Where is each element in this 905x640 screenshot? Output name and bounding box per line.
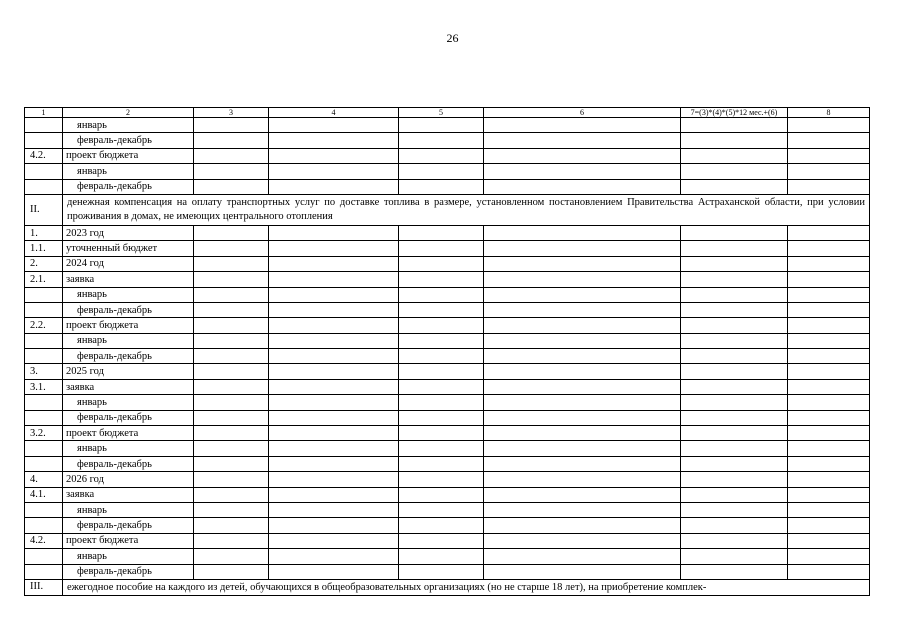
value-cell: [399, 518, 484, 533]
value-cell: [194, 349, 269, 364]
value-cell: [484, 379, 681, 394]
value-cell: [484, 364, 681, 379]
row-label: заявка: [63, 487, 194, 502]
value-cell: [681, 302, 788, 317]
header-cell: 6: [484, 108, 681, 118]
value-cell: [484, 549, 681, 564]
budget-table: [24, 107, 870, 596]
table-row: [25, 148, 870, 163]
table-row: [25, 533, 870, 548]
value-cell: [269, 502, 399, 517]
value-cell: [484, 410, 681, 425]
row-label: январь: [63, 164, 194, 179]
row-label: февраль-декабрь: [63, 133, 194, 148]
value-cell: [269, 164, 399, 179]
value-cell: [484, 487, 681, 502]
value-cell: [194, 410, 269, 425]
value-cell: [788, 364, 870, 379]
value-cell: [484, 287, 681, 302]
row-label: проект бюджета: [63, 426, 194, 441]
section-row: [25, 579, 870, 596]
value-cell: [788, 379, 870, 394]
header-cell: 3: [194, 108, 269, 118]
value-cell: [681, 333, 788, 348]
header-cell: 2: [63, 108, 194, 118]
row-label: январь: [63, 118, 194, 133]
header-cell: 4: [269, 108, 399, 118]
value-cell: [484, 302, 681, 317]
row-number: [25, 133, 63, 148]
value-cell: [399, 148, 484, 163]
value-cell: [269, 241, 399, 256]
value-cell: [788, 426, 870, 441]
value-cell: [399, 426, 484, 441]
value-cell: [681, 318, 788, 333]
row-label: январь: [63, 549, 194, 564]
header-cell: 7=(3)*(4)*(5)*12 мес.+(6): [681, 108, 788, 118]
value-cell: [484, 241, 681, 256]
value-cell: [194, 179, 269, 194]
value-cell: [269, 179, 399, 194]
row-number: [25, 502, 63, 517]
value-cell: [681, 272, 788, 287]
value-cell: [269, 441, 399, 456]
value-cell: [399, 333, 484, 348]
value-cell: [681, 472, 788, 487]
row-label: февраль-декабрь: [63, 302, 194, 317]
value-cell: [681, 518, 788, 533]
table-row: [25, 256, 870, 271]
value-cell: [484, 148, 681, 163]
value-cell: [399, 164, 484, 179]
row-label: январь: [63, 395, 194, 410]
row-label: заявка: [63, 379, 194, 394]
row-number: [25, 349, 63, 364]
value-cell: [194, 133, 269, 148]
value-cell: [484, 225, 681, 240]
table-row: [25, 118, 870, 133]
value-cell: [399, 318, 484, 333]
table-row: [25, 410, 870, 425]
value-cell: [194, 302, 269, 317]
value-cell: [269, 148, 399, 163]
value-cell: [399, 487, 484, 502]
row-number: 3.: [25, 364, 63, 379]
section-row: [25, 194, 870, 225]
row-number: 1.: [25, 225, 63, 240]
value-cell: [269, 549, 399, 564]
table-row: [25, 179, 870, 194]
table-row: [25, 241, 870, 256]
row-label: январь: [63, 287, 194, 302]
value-cell: [269, 395, 399, 410]
header-cell: 1: [25, 108, 63, 118]
value-cell: [788, 502, 870, 517]
value-cell: [269, 487, 399, 502]
row-label: февраль-декабрь: [63, 564, 194, 579]
row-number: [25, 118, 63, 133]
value-cell: [484, 164, 681, 179]
value-cell: [484, 533, 681, 548]
table-row: [25, 379, 870, 394]
value-cell: [681, 487, 788, 502]
value-cell: [788, 179, 870, 194]
table-row: [25, 487, 870, 502]
value-cell: [681, 179, 788, 194]
value-cell: [194, 333, 269, 348]
value-cell: [788, 333, 870, 348]
value-cell: [788, 148, 870, 163]
value-cell: [681, 148, 788, 163]
value-cell: [788, 518, 870, 533]
value-cell: [194, 441, 269, 456]
value-cell: [681, 395, 788, 410]
value-cell: [269, 533, 399, 548]
value-cell: [194, 533, 269, 548]
value-cell: [194, 225, 269, 240]
value-cell: [194, 549, 269, 564]
value-cell: [399, 302, 484, 317]
row-label: февраль-декабрь: [63, 456, 194, 471]
value-cell: [399, 549, 484, 564]
value-cell: [788, 318, 870, 333]
value-cell: [484, 518, 681, 533]
row-number: [25, 518, 63, 533]
row-label: уточненный бюджет: [63, 241, 194, 256]
value-cell: [681, 564, 788, 579]
value-cell: [681, 426, 788, 441]
value-cell: [194, 472, 269, 487]
value-cell: [399, 533, 484, 548]
value-cell: [681, 118, 788, 133]
value-cell: [788, 549, 870, 564]
table-row: [25, 441, 870, 456]
value-cell: [269, 456, 399, 471]
value-cell: [269, 379, 399, 394]
table-row: [25, 287, 870, 302]
row-label: февраль-декабрь: [63, 179, 194, 194]
value-cell: [399, 349, 484, 364]
table-row: [25, 472, 870, 487]
value-cell: [788, 487, 870, 502]
row-number: 4.2.: [25, 533, 63, 548]
row-number: [25, 287, 63, 302]
value-cell: [681, 502, 788, 517]
value-cell: [399, 287, 484, 302]
value-cell: [681, 133, 788, 148]
header-row: [25, 108, 870, 118]
value-cell: [681, 287, 788, 302]
value-cell: [788, 302, 870, 317]
value-cell: [681, 549, 788, 564]
value-cell: [788, 564, 870, 579]
value-cell: [194, 148, 269, 163]
value-cell: [788, 349, 870, 364]
value-cell: [484, 472, 681, 487]
value-cell: [194, 518, 269, 533]
value-cell: [788, 410, 870, 425]
value-cell: [194, 272, 269, 287]
value-cell: [788, 441, 870, 456]
row-label: январь: [63, 441, 194, 456]
row-number: [25, 549, 63, 564]
row-number: [25, 395, 63, 410]
row-number: [25, 302, 63, 317]
value-cell: [484, 133, 681, 148]
value-cell: [399, 241, 484, 256]
value-cell: [484, 256, 681, 271]
row-number: 4.: [25, 472, 63, 487]
value-cell: [269, 410, 399, 425]
row-label: 2026 год: [63, 472, 194, 487]
value-cell: [194, 502, 269, 517]
row-label: февраль-декабрь: [63, 349, 194, 364]
row-number: 4.1.: [25, 487, 63, 502]
value-cell: [484, 441, 681, 456]
row-number: [25, 164, 63, 179]
value-cell: [681, 379, 788, 394]
value-cell: [788, 164, 870, 179]
value-cell: [269, 225, 399, 240]
value-cell: [484, 426, 681, 441]
value-cell: [399, 441, 484, 456]
row-label: февраль-декабрь: [63, 410, 194, 425]
value-cell: [681, 364, 788, 379]
value-cell: [269, 287, 399, 302]
row-label: проект бюджета: [63, 318, 194, 333]
value-cell: [269, 472, 399, 487]
value-cell: [194, 241, 269, 256]
table-row: [25, 395, 870, 410]
row-label: 2025 год: [63, 364, 194, 379]
row-number: [25, 441, 63, 456]
header-cell: 8: [788, 108, 870, 118]
value-cell: [484, 395, 681, 410]
value-cell: [194, 318, 269, 333]
row-label: проект бюджета: [63, 148, 194, 163]
value-cell: [399, 118, 484, 133]
row-number: 3.2.: [25, 426, 63, 441]
value-cell: [681, 410, 788, 425]
value-cell: [484, 502, 681, 517]
section-number: II.: [25, 194, 63, 225]
value-cell: [399, 395, 484, 410]
value-cell: [399, 179, 484, 194]
value-cell: [194, 379, 269, 394]
value-cell: [269, 272, 399, 287]
value-cell: [484, 349, 681, 364]
header-cell: 5: [399, 108, 484, 118]
value-cell: [194, 456, 269, 471]
row-label: заявка: [63, 272, 194, 287]
table-row: [25, 518, 870, 533]
row-label: февраль-декабрь: [63, 518, 194, 533]
row-number: [25, 456, 63, 471]
value-cell: [194, 364, 269, 379]
row-label: январь: [63, 333, 194, 348]
value-cell: [269, 133, 399, 148]
row-number: 3.1.: [25, 379, 63, 394]
value-cell: [269, 564, 399, 579]
value-cell: [788, 395, 870, 410]
value-cell: [399, 225, 484, 240]
row-number: 2.1.: [25, 272, 63, 287]
value-cell: [269, 256, 399, 271]
table-row: [25, 564, 870, 579]
table-row: [25, 272, 870, 287]
value-cell: [484, 333, 681, 348]
value-cell: [399, 256, 484, 271]
row-number: 1.1.: [25, 241, 63, 256]
value-cell: [681, 241, 788, 256]
value-cell: [788, 533, 870, 548]
value-cell: [269, 333, 399, 348]
table-row: [25, 318, 870, 333]
value-cell: [681, 256, 788, 271]
section-title: ежегодное пособие на каждого из детей, обучающихся в общеобразовательных организациях (но не старше 18 лет), на приобретение комплек-: [63, 579, 870, 596]
section-title: денежная компенсация на оплату транспортных услуг по доставке топлива в размере, установленном постановлением Правительства Астраханской области, при условии проживания в домах, не имеющих центрального отопления: [63, 194, 870, 225]
value-cell: [788, 272, 870, 287]
table-row: [25, 364, 870, 379]
value-cell: [681, 349, 788, 364]
value-cell: [681, 456, 788, 471]
value-cell: [788, 118, 870, 133]
row-number: [25, 410, 63, 425]
row-number: [25, 333, 63, 348]
value-cell: [484, 564, 681, 579]
table-row: [25, 549, 870, 564]
row-label: январь: [63, 502, 194, 517]
value-cell: [269, 364, 399, 379]
row-number: [25, 564, 63, 579]
value-cell: [399, 472, 484, 487]
value-cell: [681, 164, 788, 179]
value-cell: [399, 133, 484, 148]
value-cell: [269, 118, 399, 133]
value-cell: [788, 133, 870, 148]
value-cell: [788, 225, 870, 240]
table-row: [25, 164, 870, 179]
value-cell: [399, 564, 484, 579]
table-row: [25, 426, 870, 441]
value-cell: [788, 472, 870, 487]
value-cell: [399, 502, 484, 517]
value-cell: [194, 118, 269, 133]
table-row: [25, 502, 870, 517]
value-cell: [484, 456, 681, 471]
value-cell: [269, 318, 399, 333]
value-cell: [788, 456, 870, 471]
value-cell: [269, 349, 399, 364]
row-label: проект бюджета: [63, 533, 194, 548]
section-number: III.: [25, 579, 63, 596]
row-number: [25, 179, 63, 194]
table-row: [25, 302, 870, 317]
value-cell: [269, 302, 399, 317]
row-number: 2.2.: [25, 318, 63, 333]
value-cell: [399, 456, 484, 471]
value-cell: [681, 225, 788, 240]
value-cell: [269, 426, 399, 441]
row-number: 2.: [25, 256, 63, 271]
row-label: 2024 год: [63, 256, 194, 271]
value-cell: [484, 179, 681, 194]
value-cell: [399, 379, 484, 394]
value-cell: [194, 487, 269, 502]
table-row: [25, 349, 870, 364]
value-cell: [788, 287, 870, 302]
table-row: [25, 225, 870, 240]
value-cell: [194, 256, 269, 271]
value-cell: [681, 441, 788, 456]
row-label: 2023 год: [63, 225, 194, 240]
table-row: [25, 456, 870, 471]
value-cell: [788, 256, 870, 271]
value-cell: [484, 272, 681, 287]
value-cell: [788, 241, 870, 256]
value-cell: [194, 426, 269, 441]
table-row: [25, 333, 870, 348]
value-cell: [484, 318, 681, 333]
value-cell: [484, 118, 681, 133]
value-cell: [194, 564, 269, 579]
row-number: 4.2.: [25, 148, 63, 163]
value-cell: [681, 533, 788, 548]
value-cell: [399, 272, 484, 287]
value-cell: [399, 364, 484, 379]
page-number: 26: [446, 31, 459, 45]
table-body: [25, 108, 870, 596]
value-cell: [194, 287, 269, 302]
table-row: [25, 133, 870, 148]
value-cell: [399, 410, 484, 425]
value-cell: [194, 164, 269, 179]
value-cell: [194, 395, 269, 410]
value-cell: [269, 518, 399, 533]
